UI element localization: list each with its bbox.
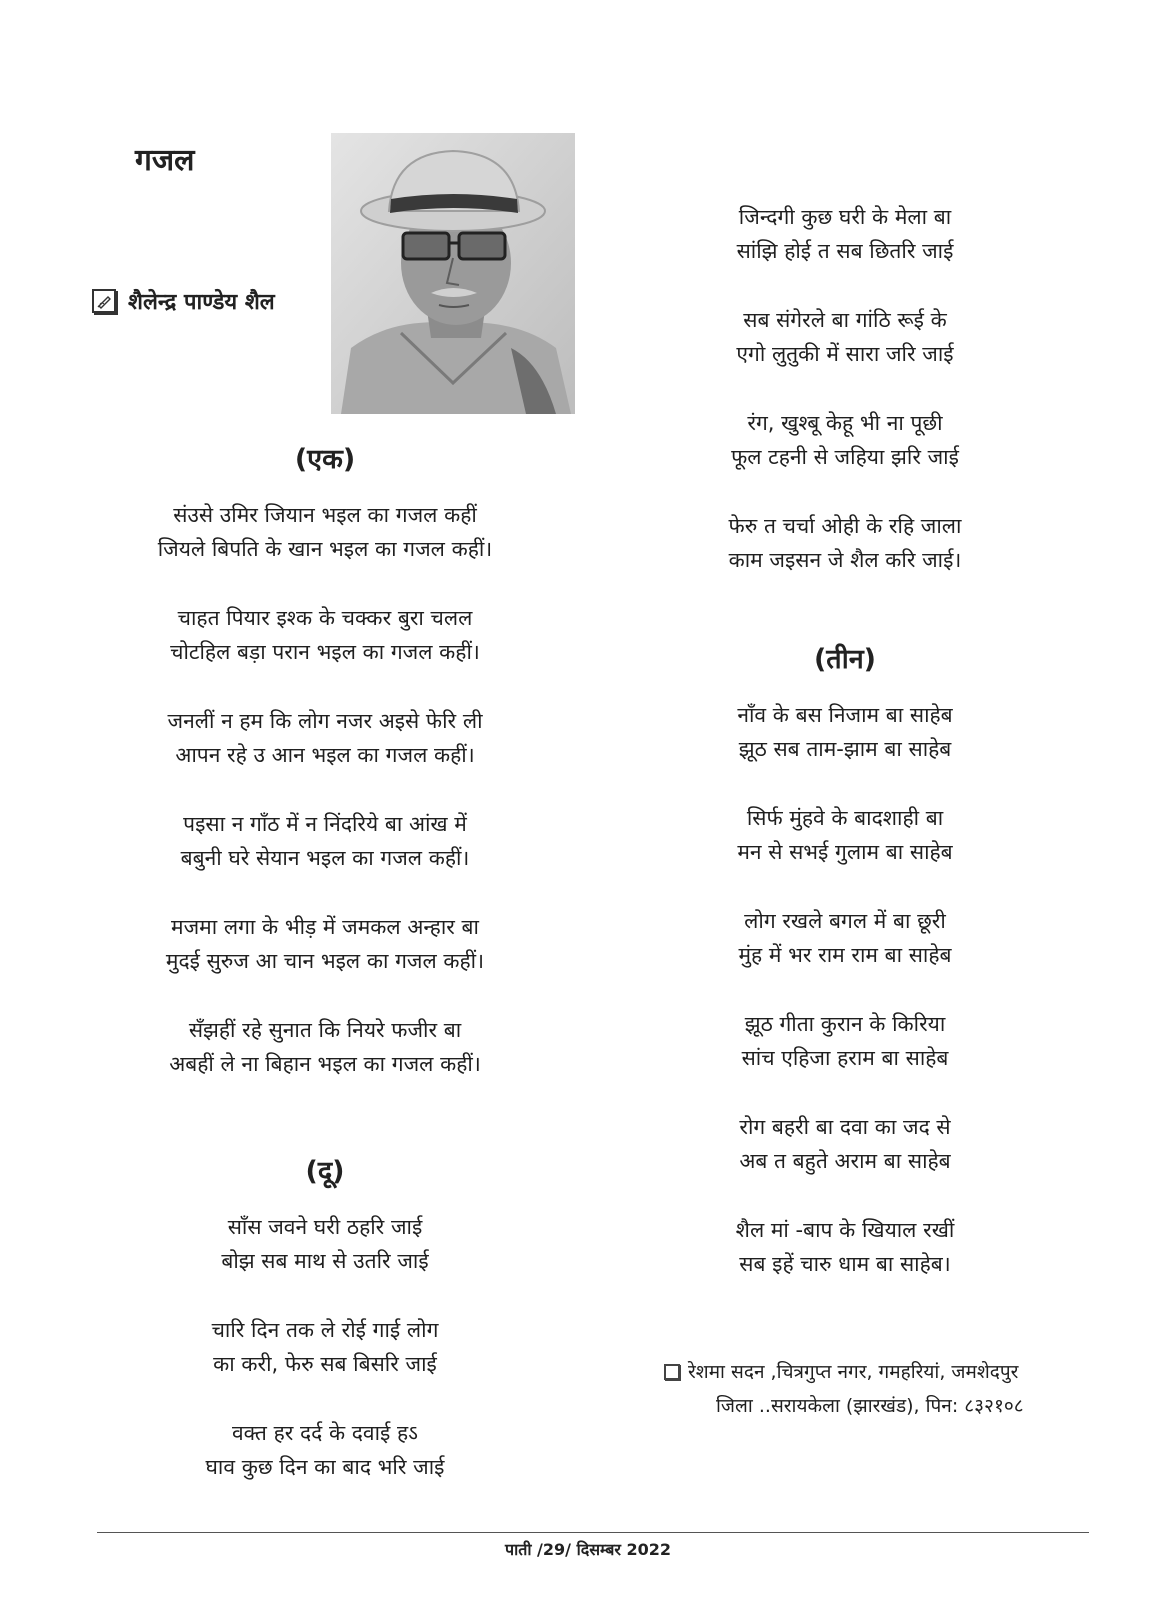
page-footer: पाती /29/ दिसम्बर 2022	[504, 1540, 672, 1559]
couplet	[640, 509, 1050, 577]
couplet	[100, 807, 550, 875]
verse-line: सब संगेरले बा गांठि रूई के	[743, 308, 947, 332]
verse-line: लोग रखले बगल में बा छूरी	[744, 909, 946, 933]
couplet	[100, 1416, 550, 1484]
verse-line: फेरु त चर्चा ओही के रहि जाला	[728, 514, 962, 538]
footer-divider	[97, 1532, 1089, 1533]
couplet	[100, 601, 550, 669]
couplet	[640, 303, 1050, 371]
section-heading: (एक)	[294, 444, 356, 475]
verse-line: मन से सभई गुलाम बा साहेब	[737, 840, 953, 864]
verse-line: अब त बहुते अराम बा साहेब	[739, 1149, 951, 1173]
couplet	[100, 910, 550, 978]
verse-line: अबहीं ले ना बिहान भइल का गजल कहीं।	[169, 1052, 481, 1076]
section-three	[640, 640, 1050, 1316]
author-portrait-image	[331, 133, 575, 414]
author-byline	[92, 286, 275, 316]
couplet	[100, 498, 550, 566]
verse-line: साँस जवने घरी ठहरि जाई	[227, 1215, 423, 1239]
section-heading: (तीन)	[813, 644, 877, 675]
couplet	[640, 1007, 1050, 1075]
verse-line: सँझहीं रहे सुनात कि नियरे फजीर बा	[188, 1018, 462, 1042]
couplet	[640, 200, 1050, 268]
verse-line: घाव कुछ दिन का बाद भरि जाई	[205, 1455, 445, 1479]
address-line-1: रेशमा सदन ,चित्रगुप्त नगर, गमहरियां, जमशेदपुर	[688, 1361, 1019, 1383]
verse-line: सब इहें चारु धाम बा साहेब।	[739, 1252, 951, 1276]
section-two	[100, 1152, 550, 1519]
verse-line: एगो लुतुकी में सारा जरि जाई	[736, 342, 954, 366]
verse-line: सिर्फ मुंहवे के बादशाही बा	[746, 806, 944, 830]
couplet	[640, 698, 1050, 766]
pen-box-icon	[92, 289, 116, 313]
address-line-2: जिला ..सरायकेला (झारखंड), पिन: ८३२१०८	[716, 1395, 1024, 1417]
verse-line: चोटहिल बड़ा परान भइल का गजल कहीं।	[170, 640, 480, 664]
page-title: गजल	[135, 143, 195, 178]
verse-line: मुंह में भर राम राम बा साहेब	[738, 943, 952, 967]
verse-line: जिन्दगी कुछ घरी के मेला बा	[738, 205, 952, 229]
verse-line: जियले बिपति के खान भइल का गजल कहीं।	[157, 537, 493, 561]
verse-line: जनलीं न हम कि लोग नजर अइसे फेरि ली	[167, 709, 483, 733]
couplet	[640, 801, 1050, 869]
verse-line: पइसा न गाँठ में न निंदरिये बा आंख में	[183, 812, 467, 836]
couplet	[640, 406, 1050, 474]
verse-line: झूठ गीता कुरान के किरिया	[744, 1012, 946, 1036]
couplet	[100, 1210, 550, 1278]
verse-line: नाँव के बस निजाम बा साहेब	[737, 703, 953, 727]
verse-line: सांझि होई त सब छितरि जाई	[736, 239, 954, 263]
verse-line: बबुनी घरे सेयान भइल का गजल कहीं।	[180, 846, 470, 870]
couplet	[100, 1313, 550, 1381]
verse-line: रंग, खुश्बू केहू भी ना पूछी	[747, 411, 943, 435]
author-address	[664, 1355, 1024, 1423]
couplet	[100, 704, 550, 772]
verse-line: काम जइसन जे शैल करि जाई।	[728, 548, 962, 572]
verse-line: सांच एहिजा हराम बा साहेब	[741, 1046, 949, 1070]
verse-line: शैल मां -बाप के खियाल रखीं	[735, 1218, 955, 1242]
verse-line: संउसे उमिर जियान भइल का गजल कहीं	[173, 503, 477, 527]
couplet	[100, 1013, 550, 1081]
verse-line: रोग बहरी बा दवा का जद से	[739, 1115, 951, 1139]
verse-line: का करी, फेरु सब बिसरि जाई	[213, 1352, 437, 1376]
verse-line: बोझ सब माथ से उतरि जाई	[221, 1249, 429, 1273]
verse-line: मजमा लगा के भीड़ में जमकल अन्हार बा	[171, 915, 479, 939]
verse-line: झूठ सब ताम-झाम बा साहेब	[738, 737, 952, 761]
section-one	[100, 440, 550, 1116]
section-heading: (दू)	[305, 1156, 345, 1187]
square-bullet-icon	[664, 1364, 680, 1380]
verse-line: आपन रहे उ आन भइल का गजल कहीं।	[175, 743, 475, 767]
couplet	[640, 1110, 1050, 1178]
section-two-continued	[640, 200, 1050, 612]
verse-line: फूल टहनी से जहिया झरि जाई	[731, 445, 959, 469]
couplet	[640, 1213, 1050, 1281]
verse-line: वक्त हर दर्द के दवाई हऽ	[232, 1421, 418, 1445]
verse-line: चाहत पियार इश्क के चक्कर बुरा चलल	[177, 606, 473, 630]
author-photo	[331, 133, 575, 414]
couplet	[640, 904, 1050, 972]
author-name: शैलेन्द्र पाण्डेय शैल	[128, 290, 275, 315]
verse-line: मुदई सुरुज आ चान भइल का गजल कहीं।	[165, 949, 485, 973]
verse-line: चारि दिन तक ले रोई गाई लोग	[211, 1318, 439, 1342]
